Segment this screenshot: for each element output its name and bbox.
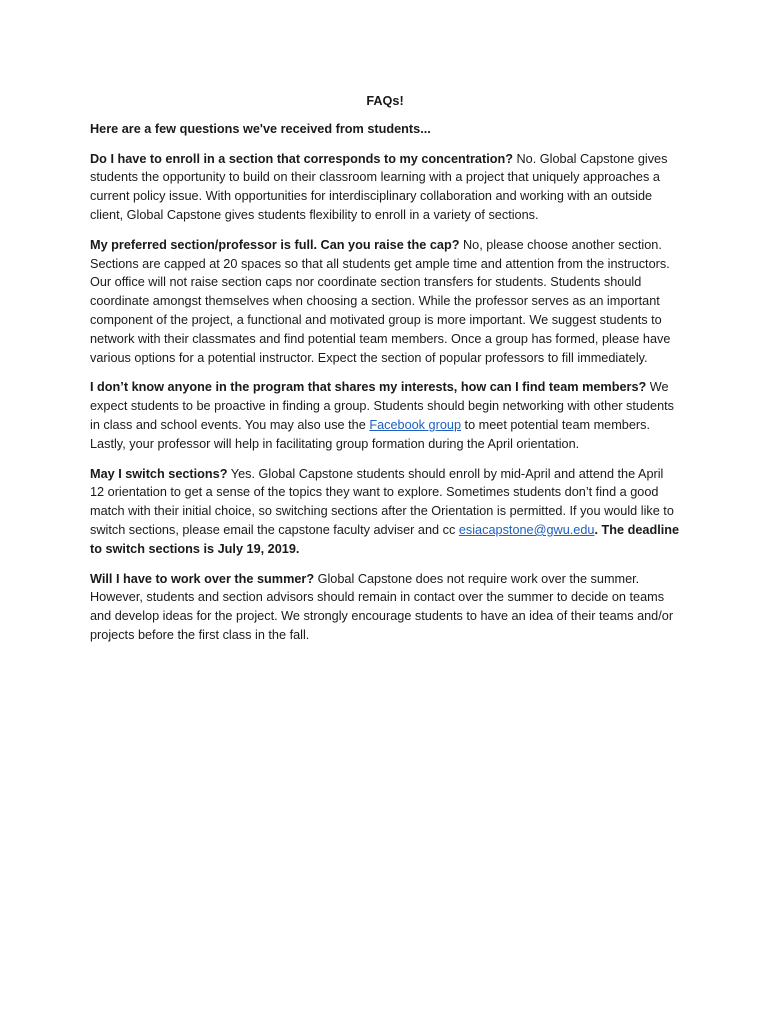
intro-text: Here are a few questions we've received from students... — [90, 121, 431, 136]
faq-question: I don’t know anyone in the program that shares my interests, how can I find team members? — [90, 380, 647, 395]
deadline-text: . The deadline to switch sections is July 19, 2019. — [90, 522, 680, 556]
document-body — [90, 92, 680, 656]
faq-answer: No. Global Capstone gives students the opportunity to build on their classroom learning with a project that uniquely approaches a current policy issue. With opportunities for interdisciplinary collaboration and working with an outside client, Global Capstone gives students flexibility to enroll in a variety of sections. — [90, 151, 668, 222]
faq-answer-part2: to meet potential team members. Lastly, your professor will help in facilitating group formation during the April orientation. — [90, 417, 651, 451]
faq-answer: No, please choose another section. Sections are capped at 20 spaces so that all students get ample time and attention from the instructors. Our office will not raise section caps nor coordinate section transfers for students. Students should coordinate amongst themselves when choosing a section. While the professor serves as an important component of the project, a functional and motivated group is more important. We suggest students to network with their classmates and find potential team members. Once a group has formed, please have various options for a potential instructor. Expect the section of popular professors to fill immediately. — [90, 237, 671, 365]
faq-item-concentration — [90, 150, 680, 225]
faq-item-section-cap — [90, 236, 680, 368]
faq-question: Will I have to work over the summer? — [90, 571, 315, 586]
faq-question: Do I have to enroll in a section that corresponds to my concentration? — [90, 151, 513, 166]
facebook-group-link[interactable]: Facebook group — [369, 417, 462, 432]
faq-answer-part1: Yes. Global Capstone students should enroll by mid-April and attend the April 12 orientation to get a sense of the topics they want to explore. Sometimes students don’t find a good match with their initial choice, so switching sections after the Orientation is permitted. If you would like to switch sections, please email the capstone faculty adviser and cc — [90, 466, 674, 537]
faq-answer: Global Capstone does not require work over the summer. However, students and section advisors should remain in contact over the summer to decide on teams and develop ideas for the project. We strongly encourage students to have an idea of their teams and/or projects before the first class in the fall. — [90, 571, 674, 642]
faq-answer-part1: We expect students to be proactive in finding a group. Students should begin networking with other students in class and school events. You may also use the — [90, 380, 674, 432]
page-title: FAQs! — [366, 94, 404, 108]
faq-question: May I switch sections? — [90, 466, 228, 481]
faq-question: My preferred section/professor is full. Can you raise the cap? — [90, 237, 460, 252]
faq-item-team-members — [90, 378, 680, 453]
faq-item-summer-work — [90, 570, 680, 645]
email-link[interactable]: esiacapstone@gwu.edu — [458, 522, 595, 537]
faq-item-switch-sections — [90, 465, 680, 559]
